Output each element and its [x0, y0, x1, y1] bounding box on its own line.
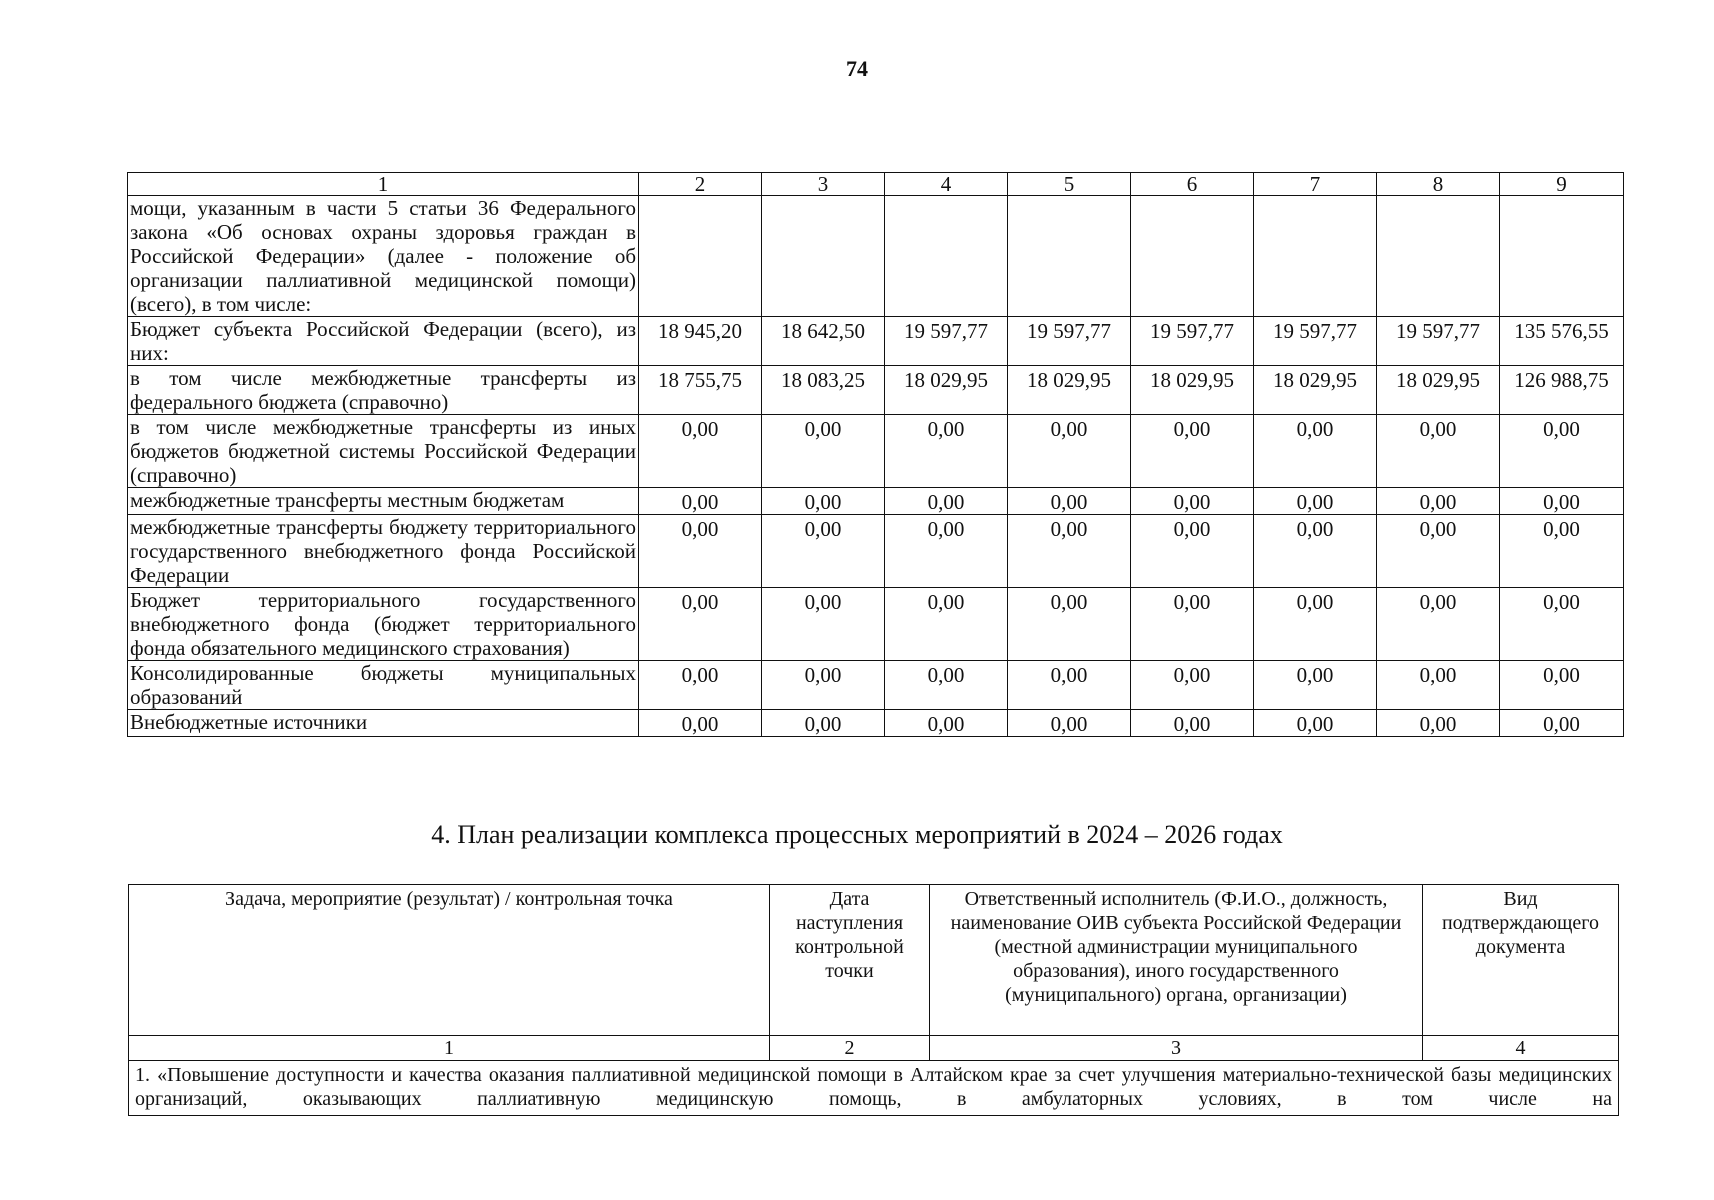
- funding-row: [128, 366, 1624, 415]
- funding-cell-value: 0,00: [1500, 710, 1624, 737]
- plan-column-number: 2: [770, 1036, 930, 1061]
- funding-cell-value: 0,00: [1131, 488, 1254, 515]
- funding-cell-value: 0,00: [1131, 710, 1254, 737]
- funding-cell-value: 0,00: [1377, 515, 1500, 588]
- funding-cell-value: 19 597,77: [1377, 317, 1500, 366]
- funding-cell-value: 0,00: [639, 661, 762, 710]
- funding-row-label: Бюджет субъекта Российской Федерации (всего), из них:: [128, 317, 639, 366]
- funding-cell-value: 0,00: [762, 661, 885, 710]
- funding-cell-value: 0,00: [762, 415, 885, 488]
- funding-row: [128, 317, 1624, 366]
- funding-cell-value: [1131, 196, 1254, 317]
- funding-cell-value: 18 029,95: [1377, 366, 1500, 415]
- funding-cell-value: 0,00: [1500, 515, 1624, 588]
- funding-cell-value: 0,00: [639, 415, 762, 488]
- funding-cell-value: [762, 196, 885, 317]
- page-number: 74: [846, 56, 868, 81]
- funding-row: [128, 415, 1624, 488]
- funding-cell-value: 0,00: [1254, 488, 1377, 515]
- funding-column-number: 4: [885, 173, 1008, 196]
- funding-cell-value: 0,00: [885, 661, 1008, 710]
- plan-header-task: Задача, мероприятие (результат) / контрольная точка: [129, 885, 770, 1036]
- funding-cell-value: 18 029,95: [1008, 366, 1131, 415]
- funding-cell-value: 18 083,25: [762, 366, 885, 415]
- funding-cell-value: 0,00: [1500, 415, 1624, 488]
- funding-cell-value: 0,00: [1377, 415, 1500, 488]
- funding-row-label: мощи, указанным в части 5 статьи 36 Федерального закона «Об основах охраны здоровья граждан в Российской Федерации» (далее - положение об организации паллиативной медицинской помощи) (всего), в том числе:: [128, 196, 639, 317]
- funding-cell-value: 0,00: [1008, 415, 1131, 488]
- funding-cell-value: 0,00: [639, 710, 762, 737]
- funding-cell-value: 0,00: [1254, 710, 1377, 737]
- funding-row: [128, 196, 1624, 317]
- funding-cell-value: 0,00: [1500, 588, 1624, 661]
- funding-row-label: Внебюджетные источники: [128, 710, 639, 737]
- funding-cell-value: 0,00: [639, 588, 762, 661]
- funding-cell-value: 0,00: [885, 588, 1008, 661]
- funding-column-number: 6: [1131, 173, 1254, 196]
- funding-cell-value: 0,00: [1008, 588, 1131, 661]
- funding-cell-value: 0,00: [762, 588, 885, 661]
- funding-cell-value: 0,00: [1131, 661, 1254, 710]
- funding-column-number: 8: [1377, 173, 1500, 196]
- funding-column-number: 9: [1500, 173, 1624, 196]
- funding-row: [128, 710, 1624, 737]
- funding-cell-value: 0,00: [1254, 515, 1377, 588]
- funding-cell-value: 0,00: [1377, 661, 1500, 710]
- funding-cell-value: 0,00: [1008, 661, 1131, 710]
- plan-task-row: [129, 1061, 1619, 1116]
- funding-cell-value: 0,00: [885, 515, 1008, 588]
- plan-column-number: 1: [129, 1036, 770, 1061]
- funding-row-label: Бюджет территориального государственного внебюджетного фонда (бюджет территориального фонда обязательного медицинского страхования): [128, 588, 639, 661]
- funding-cell-value: 19 597,77: [1254, 317, 1377, 366]
- plan-header-document: Вид подтверждающего документа: [1423, 885, 1619, 1036]
- plan-header-row: [129, 885, 1619, 1036]
- funding-cell-value: 0,00: [1008, 515, 1131, 588]
- plan-header-responsible: Ответственный исполнитель (Ф.И.О., должность, наименование ОИВ субъекта Российской Федерации (местной администрации муниципального образования), иного государственного (муниципального) органа, организации): [930, 885, 1423, 1036]
- plan-column-number: 3: [930, 1036, 1423, 1061]
- funding-cell-value: 0,00: [762, 710, 885, 737]
- funding-cell-value: 0,00: [885, 415, 1008, 488]
- funding-column-number: 7: [1254, 173, 1377, 196]
- plan-table: [128, 884, 1619, 1116]
- funding-cell-value: 0,00: [762, 488, 885, 515]
- funding-row-label: Консолидированные бюджеты муниципальных образований: [128, 661, 639, 710]
- plan-column-number-row: [129, 1036, 1619, 1061]
- funding-row: [128, 515, 1624, 588]
- funding-cell-value: 0,00: [885, 488, 1008, 515]
- funding-cell-value: 0,00: [1008, 710, 1131, 737]
- funding-cell-value: 18 029,95: [1131, 366, 1254, 415]
- funding-cell-value: 0,00: [1377, 710, 1500, 737]
- section-title: 4. План реализации комплекса процессных мероприятий в 2024 – 2026 годах: [431, 820, 1283, 849]
- funding-column-number: 1: [128, 173, 639, 196]
- funding-cell-value: 0,00: [1500, 661, 1624, 710]
- funding-cell-value: [1254, 196, 1377, 317]
- funding-cell-value: 0,00: [1254, 661, 1377, 710]
- plan-column-number: 4: [1423, 1036, 1619, 1061]
- funding-cell-value: [639, 196, 762, 317]
- funding-row: [128, 661, 1624, 710]
- funding-cell-value: 0,00: [1131, 515, 1254, 588]
- funding-cell-value: 0,00: [1254, 415, 1377, 488]
- funding-cell-value: 0,00: [1254, 588, 1377, 661]
- funding-cell-value: [885, 196, 1008, 317]
- funding-cell-value: 18 029,95: [885, 366, 1008, 415]
- funding-row-label: в том числе межбюджетные трансферты из федерального бюджета (справочно): [128, 366, 639, 415]
- funding-cell-value: 0,00: [885, 710, 1008, 737]
- funding-row-label: межбюджетные трансферты местным бюджетам: [128, 488, 639, 515]
- funding-column-number: 5: [1008, 173, 1131, 196]
- funding-cell-value: 19 597,77: [885, 317, 1008, 366]
- funding-cell-value: 0,00: [762, 515, 885, 588]
- plan-header-date: Дата наступления контрольной точки: [770, 885, 930, 1036]
- funding-cell-value: 0,00: [639, 515, 762, 588]
- funding-cell-value: 0,00: [1377, 488, 1500, 515]
- funding-row-label: межбюджетные трансферты бюджету территориального государственного внебюджетного фонда Российской Федерации: [128, 515, 639, 588]
- funding-cell-value: 0,00: [1377, 588, 1500, 661]
- funding-cell-value: 0,00: [1131, 588, 1254, 661]
- funding-cell-value: 18 945,20: [639, 317, 762, 366]
- funding-cell-value: 0,00: [639, 488, 762, 515]
- funding-cell-value: [1377, 196, 1500, 317]
- funding-cell-value: 126 988,75: [1500, 366, 1624, 415]
- funding-column-number: 3: [762, 173, 885, 196]
- funding-cell-value: 18 642,50: [762, 317, 885, 366]
- funding-cell-value: [1008, 196, 1131, 317]
- funding-cell-value: 19 597,77: [1008, 317, 1131, 366]
- funding-column-number-row: [128, 173, 1624, 196]
- funding-cell-value: 0,00: [1500, 488, 1624, 515]
- funding-table: [127, 172, 1624, 737]
- plan-task-text: 1. «Повышение доступности и качества оказания паллиативной медицинской помощи в Алтайском крае за счет улучшения материально-технической базы медицинских организаций, оказывающих паллиативную медицинскую помощь, в амбулаторных условиях, в том числе на: [129, 1061, 1619, 1116]
- funding-cell-value: 18 755,75: [639, 366, 762, 415]
- funding-cell-value: [1500, 196, 1624, 317]
- funding-cell-value: 18 029,95: [1254, 366, 1377, 415]
- funding-row: [128, 488, 1624, 515]
- funding-row: [128, 588, 1624, 661]
- funding-cell-value: 19 597,77: [1131, 317, 1254, 366]
- funding-column-number: 2: [639, 173, 762, 196]
- funding-cell-value: 135 576,55: [1500, 317, 1624, 366]
- funding-cell-value: 0,00: [1008, 488, 1131, 515]
- funding-row-label: в том числе межбюджетные трансферты из иных бюджетов бюджетной системы Российской Федерации (справочно): [128, 415, 639, 488]
- funding-cell-value: 0,00: [1131, 415, 1254, 488]
